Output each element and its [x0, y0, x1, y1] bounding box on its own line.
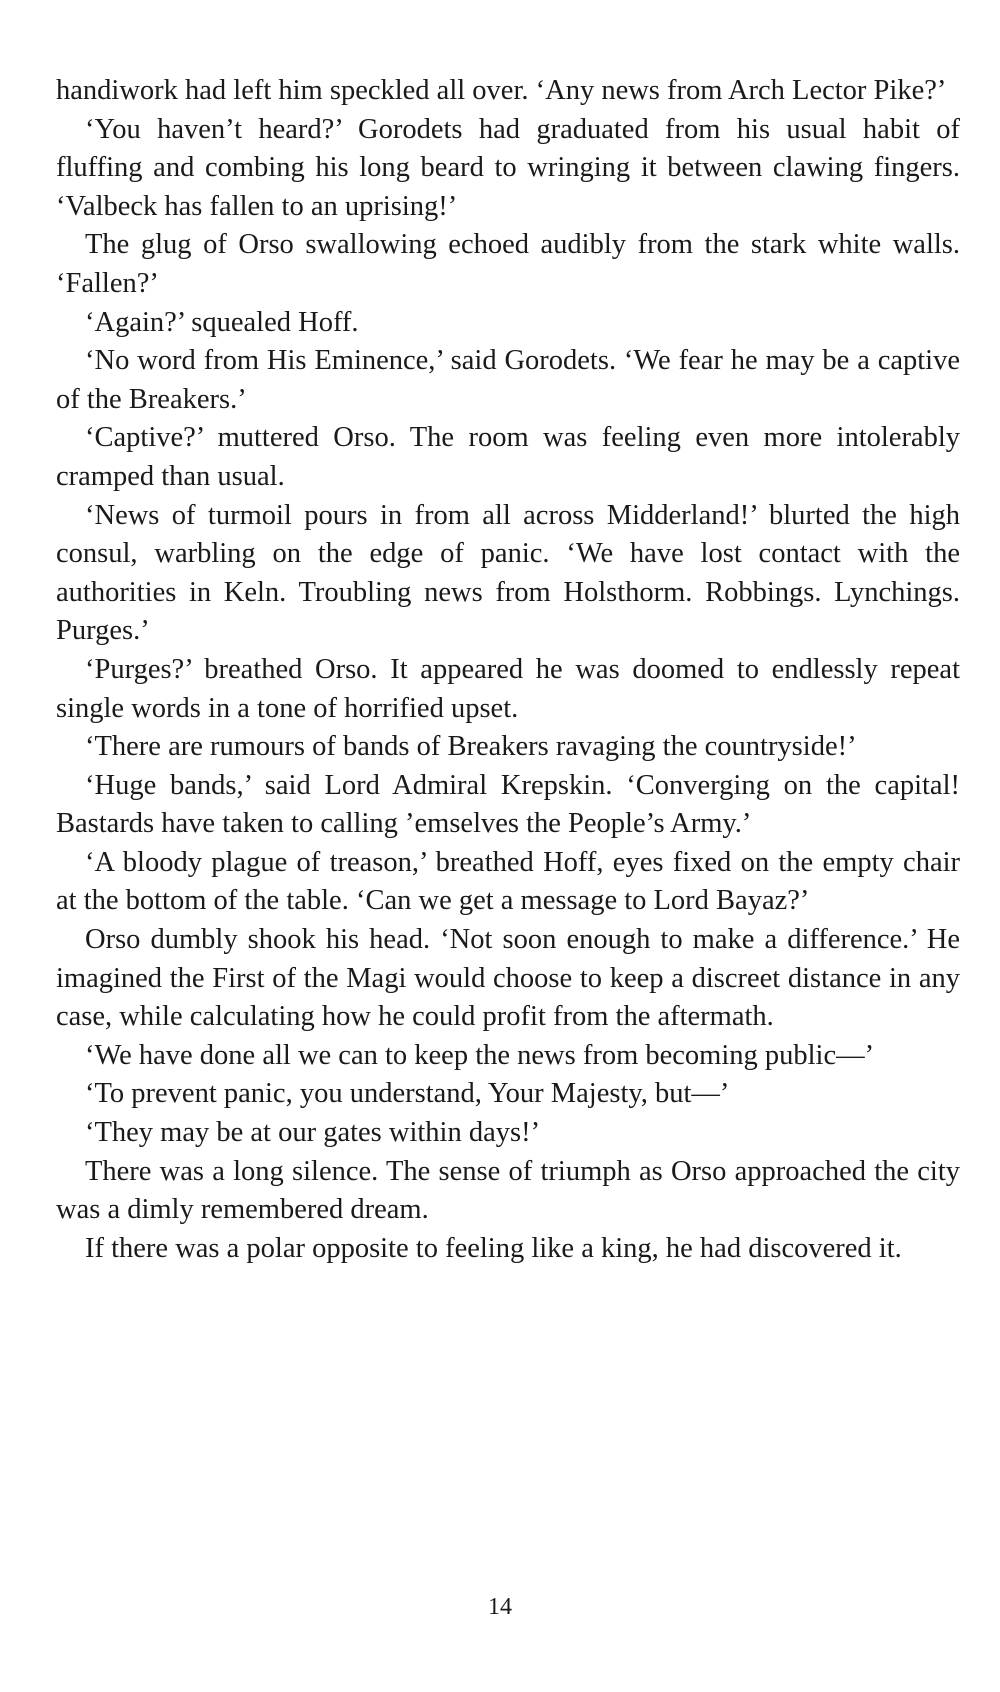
paragraph-7: ‘News of turmoil pours in from all across Midderland!’ blurted the high consul, warbling on the edge of panic. ‘We have lost contact with the authorities in Keln. Troubling news from Holsthorm. Robbings. Lynchings. Purges.’ — [56, 499, 960, 647]
paragraph-6: ‘Captive?’ muttered Orso. The room was feeling even more intolerably cramped than usual. — [56, 422, 960, 492]
paragraph-13: ‘We have done all we can to keep the news from becoming public—’ — [85, 1039, 875, 1071]
paragraph-5: ‘No word from His Eminence,’ said Gorodets. ‘We fear he may be a captive of the Breakers.’ — [56, 345, 960, 415]
paragraph-12: Orso dumbly shook his head. ‘Not soon enough to make a difference.’ He imagined the First of the Magi would choose to keep a discreet distance in any case, while calculating how he could profit from the aftermath. — [56, 924, 960, 1033]
paragraph-3: The glug of Orso swallowing echoed audibly from the stark white walls. ‘Fallen?’ — [56, 229, 960, 299]
paragraph-1: handiwork had left him speckled all over. ‘Any news from Arch Lector Pike?’ — [56, 75, 947, 106]
paragraph-9: ‘There are rumours of bands of Breakers ravaging the countryside!’ — [85, 731, 857, 763]
paragraph-2: ‘You haven’t heard?’ Gorodets had graduated from his usual habit of fluffing and combing his long beard to wringing it between clawing fingers. ‘Valbeck has fallen to an uprising!’ — [56, 113, 960, 222]
paragraph-17: If there was a polar opposite to feeling like a king, he had discovered it. — [85, 1232, 902, 1264]
page-number: 14 — [488, 1594, 512, 1620]
paragraph-15: ‘They may be at our gates within days!’ — [85, 1117, 541, 1149]
paragraph-8: ‘Purges?’ breathed Orso. It appeared he was doomed to endlessly repeat single words in a tone of horrified upset. — [56, 653, 960, 724]
paragraph-16: There was a long silence. The sense of triumph as Orso approached the city was a dimly remembered dream. — [56, 1155, 960, 1226]
paragraph-14: ‘To prevent panic, you understand, Your Majesty, but—’ — [85, 1078, 730, 1110]
paragraph-10: ‘Huge bands,’ said Lord Admiral Krepskin. ‘Converging on the capital! Bastards have taken to calling ’emselves the People’s Army.’ — [56, 769, 960, 840]
page-body-text — [56, 72, 960, 1268]
paragraph-4: ‘Again?’ squealed Hoff. — [85, 306, 359, 338]
paragraph-11: ‘A bloody plague of treason,’ breathed Hoff, eyes fixed on the empty chair at the bottom of the table. ‘Can we get a message to Lord Bayaz?’ — [56, 846, 960, 917]
